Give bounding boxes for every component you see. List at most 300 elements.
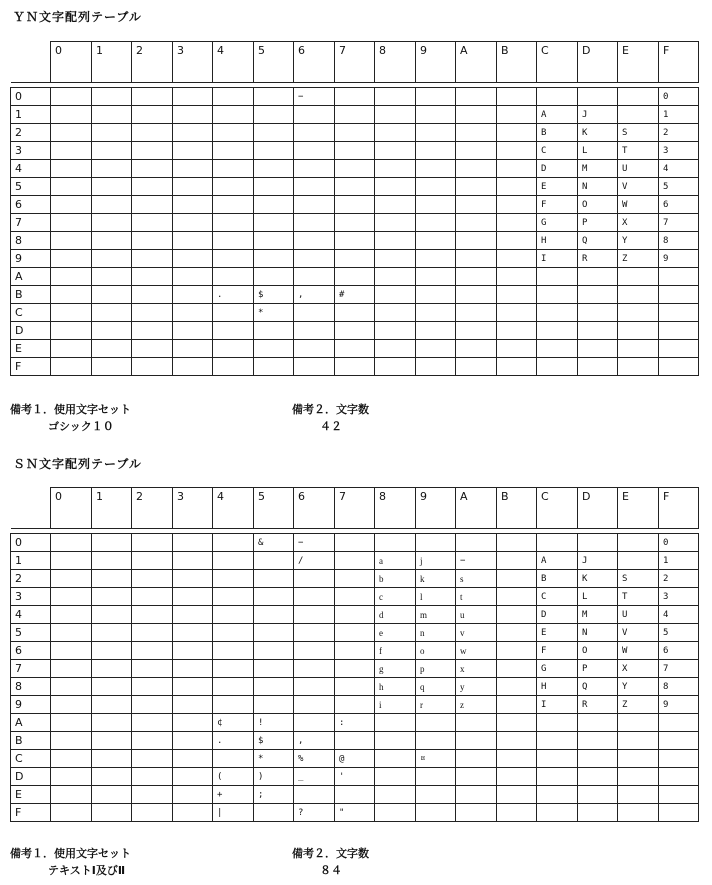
char-cell	[51, 768, 92, 786]
char-cell	[416, 786, 456, 804]
char-cell	[416, 250, 456, 268]
char-cell	[254, 160, 294, 178]
char-cell	[254, 660, 294, 678]
char-cell: K	[578, 124, 618, 142]
char-cell	[618, 804, 659, 822]
sn-char-table	[10, 487, 699, 822]
char-cell	[497, 624, 537, 642]
char-cell: N	[578, 178, 618, 196]
column-header-C: C	[537, 42, 578, 83]
char-cell: r	[416, 696, 456, 714]
char-cell: J	[578, 552, 618, 570]
char-cell	[132, 214, 173, 232]
char-cell	[335, 552, 375, 570]
char-cell	[294, 178, 335, 196]
char-cell	[294, 322, 335, 340]
char-cell: @	[335, 750, 375, 768]
char-cell	[618, 286, 659, 304]
char-cell: )	[254, 768, 294, 786]
char-cell	[173, 304, 213, 322]
char-cell	[537, 786, 578, 804]
column-header-8: 8	[375, 488, 416, 529]
table-row-9	[11, 696, 699, 714]
char-cell: V	[618, 178, 659, 196]
char-cell	[416, 304, 456, 322]
char-cell	[173, 160, 213, 178]
char-cell	[132, 570, 173, 588]
char-cell	[497, 678, 537, 696]
char-cell	[92, 160, 132, 178]
char-cell	[497, 768, 537, 786]
char-cell: P	[578, 660, 618, 678]
char-cell	[173, 678, 213, 696]
char-cell	[254, 124, 294, 142]
char-cell	[578, 804, 618, 822]
char-cell	[497, 88, 537, 106]
char-cell: D	[537, 606, 578, 624]
char-cell: D	[537, 160, 578, 178]
char-cell	[618, 304, 659, 322]
char-cell: W	[618, 642, 659, 660]
char-cell	[497, 588, 537, 606]
char-cell	[375, 732, 416, 750]
row-header-4: 4	[11, 606, 51, 624]
char-cell	[51, 624, 92, 642]
row-header-2: 2	[11, 570, 51, 588]
char-cell: S	[618, 124, 659, 142]
char-cell	[456, 804, 497, 822]
char-cell	[456, 196, 497, 214]
char-cell	[173, 106, 213, 124]
char-cell	[51, 142, 92, 160]
char-cell	[254, 696, 294, 714]
char-cell	[132, 804, 173, 822]
char-cell	[173, 642, 213, 660]
char-cell	[537, 340, 578, 358]
char-cell	[497, 660, 537, 678]
char-cell	[497, 804, 537, 822]
char-cell: ¢	[213, 714, 254, 732]
char-cell	[456, 232, 497, 250]
char-cell: m	[416, 606, 456, 624]
char-cell: G	[537, 214, 578, 232]
row-header-D: D	[11, 322, 51, 340]
column-header-4: 4	[213, 488, 254, 529]
char-cell: U	[618, 160, 659, 178]
char-cell	[132, 750, 173, 768]
char-cell	[92, 714, 132, 732]
char-cell	[51, 678, 92, 696]
char-cell	[497, 786, 537, 804]
table-row-8	[11, 678, 699, 696]
table-row-E	[11, 340, 699, 358]
char-cell	[213, 232, 254, 250]
char-cell: %	[294, 750, 335, 768]
char-cell	[375, 250, 416, 268]
char-cell	[92, 534, 132, 552]
char-cell	[254, 232, 294, 250]
char-cell	[132, 106, 173, 124]
char-cell	[294, 624, 335, 642]
char-cell	[375, 750, 416, 768]
char-cell	[92, 106, 132, 124]
column-header-5: 5	[254, 488, 294, 529]
char-cell	[92, 732, 132, 750]
char-cell	[92, 232, 132, 250]
char-cell	[51, 696, 92, 714]
char-cell: O	[578, 196, 618, 214]
char-cell	[335, 214, 375, 232]
char-cell	[497, 286, 537, 304]
char-cell	[456, 322, 497, 340]
char-cell: :	[335, 714, 375, 732]
char-cell: W	[618, 196, 659, 214]
char-cell	[254, 552, 294, 570]
char-cell: t	[456, 588, 497, 606]
char-cell	[254, 570, 294, 588]
row-header-F: F	[11, 804, 51, 822]
char-cell	[51, 322, 92, 340]
char-cell	[618, 106, 659, 124]
column-header-4: 4	[213, 42, 254, 83]
char-cell	[659, 804, 699, 822]
char-cell: 1	[659, 552, 699, 570]
char-cell	[497, 250, 537, 268]
char-cell	[578, 88, 618, 106]
char-cell	[618, 714, 659, 732]
char-cell	[416, 124, 456, 142]
char-cell	[51, 88, 92, 106]
char-cell	[213, 606, 254, 624]
char-cell	[92, 142, 132, 160]
table-row-C	[11, 750, 699, 768]
char-cell: C	[537, 588, 578, 606]
char-cell	[537, 358, 578, 376]
char-cell	[173, 142, 213, 160]
table-row-F	[11, 804, 699, 822]
char-cell	[213, 268, 254, 286]
char-cell: P	[578, 214, 618, 232]
char-cell	[92, 750, 132, 768]
char-cell: U	[618, 606, 659, 624]
char-cell	[92, 678, 132, 696]
char-cell	[51, 804, 92, 822]
char-cell: s	[456, 570, 497, 588]
char-cell	[51, 786, 92, 804]
char-cell	[659, 358, 699, 376]
column-header-6: 6	[294, 488, 335, 529]
char-cell: F	[537, 196, 578, 214]
char-cell: .	[213, 286, 254, 304]
table-row-E	[11, 786, 699, 804]
char-cell	[618, 768, 659, 786]
char-cell	[537, 534, 578, 552]
char-cell: A	[537, 552, 578, 570]
char-cell: J	[578, 106, 618, 124]
char-cell	[497, 214, 537, 232]
char-cell	[132, 178, 173, 196]
table-row-6	[11, 642, 699, 660]
char-cell	[213, 196, 254, 214]
char-cell	[213, 142, 254, 160]
char-cell	[132, 232, 173, 250]
char-cell	[335, 268, 375, 286]
char-cell	[254, 214, 294, 232]
char-cell: ;	[254, 786, 294, 804]
column-header-E: E	[618, 488, 659, 529]
char-cell	[294, 340, 335, 358]
char-cell	[659, 750, 699, 768]
char-cell: F	[537, 642, 578, 660]
char-cell	[51, 714, 92, 732]
char-cell	[375, 268, 416, 286]
char-cell	[213, 534, 254, 552]
row-header-F: F	[11, 358, 51, 376]
column-header-row	[11, 488, 699, 529]
char-cell: .	[213, 732, 254, 750]
row-header-5: 5	[11, 178, 51, 196]
row-header-0: 0	[11, 88, 51, 106]
char-cell: Z	[618, 250, 659, 268]
char-cell	[254, 588, 294, 606]
row-header-5: 5	[11, 624, 51, 642]
char-cell: _	[294, 768, 335, 786]
row-header-2: 2	[11, 124, 51, 142]
char-cell: H	[537, 678, 578, 696]
char-cell: g	[375, 660, 416, 678]
sn-note2-value: ８４	[320, 864, 342, 877]
column-header-7: 7	[335, 42, 375, 83]
char-cell	[335, 304, 375, 322]
char-cell	[456, 178, 497, 196]
char-cell	[254, 178, 294, 196]
char-cell	[173, 268, 213, 286]
char-cell	[335, 732, 375, 750]
char-cell	[375, 286, 416, 304]
char-cell: u	[456, 606, 497, 624]
char-cell: ,	[294, 286, 335, 304]
row-header-4: 4	[11, 160, 51, 178]
char-cell	[92, 642, 132, 660]
char-cell	[173, 178, 213, 196]
char-cell	[213, 570, 254, 588]
char-cell: N	[578, 624, 618, 642]
char-cell	[456, 714, 497, 732]
row-header-6: 6	[11, 642, 51, 660]
char-cell	[254, 678, 294, 696]
char-cell	[132, 160, 173, 178]
table-row-6	[11, 196, 699, 214]
char-cell: d	[375, 606, 416, 624]
char-cell: E	[537, 178, 578, 196]
char-cell	[659, 768, 699, 786]
row-header-3: 3	[11, 588, 51, 606]
char-cell	[335, 232, 375, 250]
char-cell	[375, 214, 416, 232]
column-header-D: D	[578, 42, 618, 83]
char-cell: k	[416, 570, 456, 588]
char-cell	[51, 178, 92, 196]
char-cell	[132, 642, 173, 660]
char-cell	[578, 768, 618, 786]
char-cell	[51, 232, 92, 250]
char-cell: K	[578, 570, 618, 588]
char-cell: e	[375, 624, 416, 642]
char-cell	[335, 660, 375, 678]
char-cell: 2	[659, 124, 699, 142]
char-cell	[335, 196, 375, 214]
char-cell	[497, 124, 537, 142]
char-cell	[294, 268, 335, 286]
char-cell	[51, 732, 92, 750]
row-header-D: D	[11, 768, 51, 786]
char-cell: X	[618, 660, 659, 678]
char-cell	[254, 88, 294, 106]
row-header-1: 1	[11, 552, 51, 570]
char-cell: −	[456, 552, 497, 570]
char-cell	[294, 232, 335, 250]
char-cell	[335, 124, 375, 142]
char-cell	[335, 678, 375, 696]
char-cell	[497, 160, 537, 178]
char-cell	[213, 588, 254, 606]
char-cell	[497, 178, 537, 196]
column-header-7: 7	[335, 488, 375, 529]
char-cell	[51, 160, 92, 178]
column-header-3: 3	[173, 488, 213, 529]
char-cell	[497, 304, 537, 322]
char-cell	[254, 340, 294, 358]
char-cell	[213, 552, 254, 570]
char-cell: #	[335, 286, 375, 304]
char-cell: y	[456, 678, 497, 696]
char-cell	[497, 142, 537, 160]
char-cell: 9	[659, 696, 699, 714]
table-row-3	[11, 142, 699, 160]
char-cell	[254, 624, 294, 642]
char-cell	[497, 696, 537, 714]
char-cell	[456, 268, 497, 286]
char-cell	[92, 304, 132, 322]
char-cell	[375, 534, 416, 552]
char-cell	[537, 304, 578, 322]
char-cell	[416, 286, 456, 304]
char-cell	[132, 696, 173, 714]
char-cell: 0	[659, 88, 699, 106]
char-cell	[132, 732, 173, 750]
char-cell	[497, 714, 537, 732]
char-cell: 7	[659, 214, 699, 232]
char-cell	[497, 358, 537, 376]
char-cell	[335, 534, 375, 552]
char-cell: B	[537, 124, 578, 142]
table-row-8	[11, 232, 699, 250]
char-cell	[92, 696, 132, 714]
char-cell	[497, 552, 537, 570]
char-cell: x	[456, 660, 497, 678]
char-cell	[173, 768, 213, 786]
char-cell	[92, 606, 132, 624]
char-cell	[92, 286, 132, 304]
char-cell	[497, 642, 537, 660]
char-cell	[294, 786, 335, 804]
yn-note2-value: ４２	[320, 420, 342, 433]
char-cell	[335, 88, 375, 106]
char-cell	[132, 552, 173, 570]
char-cell	[416, 804, 456, 822]
char-cell	[375, 786, 416, 804]
char-cell: 9	[659, 250, 699, 268]
char-cell	[456, 214, 497, 232]
char-cell	[92, 786, 132, 804]
char-cell	[497, 534, 537, 552]
char-cell: 3	[659, 142, 699, 160]
char-cell	[92, 804, 132, 822]
char-cell	[294, 606, 335, 624]
char-cell	[416, 358, 456, 376]
yn-char-table	[10, 41, 699, 376]
char-cell	[173, 534, 213, 552]
char-cell	[294, 714, 335, 732]
char-cell	[537, 714, 578, 732]
column-header-B: B	[497, 488, 537, 529]
table-corner-cell	[11, 42, 51, 83]
char-cell	[537, 268, 578, 286]
char-cell	[51, 534, 92, 552]
table-row-A	[11, 268, 699, 286]
row-header-E: E	[11, 786, 51, 804]
char-cell	[416, 88, 456, 106]
char-cell	[132, 606, 173, 624]
char-cell	[51, 588, 92, 606]
char-cell	[659, 714, 699, 732]
char-cell	[294, 160, 335, 178]
char-cell	[375, 340, 416, 358]
char-cell	[578, 304, 618, 322]
column-header-9: 9	[416, 488, 456, 529]
char-cell	[213, 624, 254, 642]
char-cell	[92, 322, 132, 340]
char-cell: 4	[659, 160, 699, 178]
char-cell	[51, 286, 92, 304]
column-header-C: C	[537, 488, 578, 529]
char-cell	[294, 358, 335, 376]
char-cell	[213, 160, 254, 178]
char-cell	[456, 786, 497, 804]
char-cell	[51, 750, 92, 768]
char-cell	[375, 160, 416, 178]
char-cell: I	[537, 250, 578, 268]
char-cell	[51, 196, 92, 214]
char-cell	[335, 642, 375, 660]
char-cell	[537, 88, 578, 106]
char-cell	[254, 268, 294, 286]
char-cell	[51, 106, 92, 124]
row-header-9: 9	[11, 696, 51, 714]
char-cell: ,	[294, 732, 335, 750]
column-header-2: 2	[132, 488, 173, 529]
table-row-1	[11, 106, 699, 124]
char-cell	[618, 358, 659, 376]
char-cell	[173, 232, 213, 250]
char-cell: c	[375, 588, 416, 606]
char-cell	[537, 286, 578, 304]
char-cell: L	[578, 142, 618, 160]
char-cell	[578, 322, 618, 340]
char-cell	[294, 588, 335, 606]
char-cell	[456, 250, 497, 268]
char-cell	[173, 250, 213, 268]
